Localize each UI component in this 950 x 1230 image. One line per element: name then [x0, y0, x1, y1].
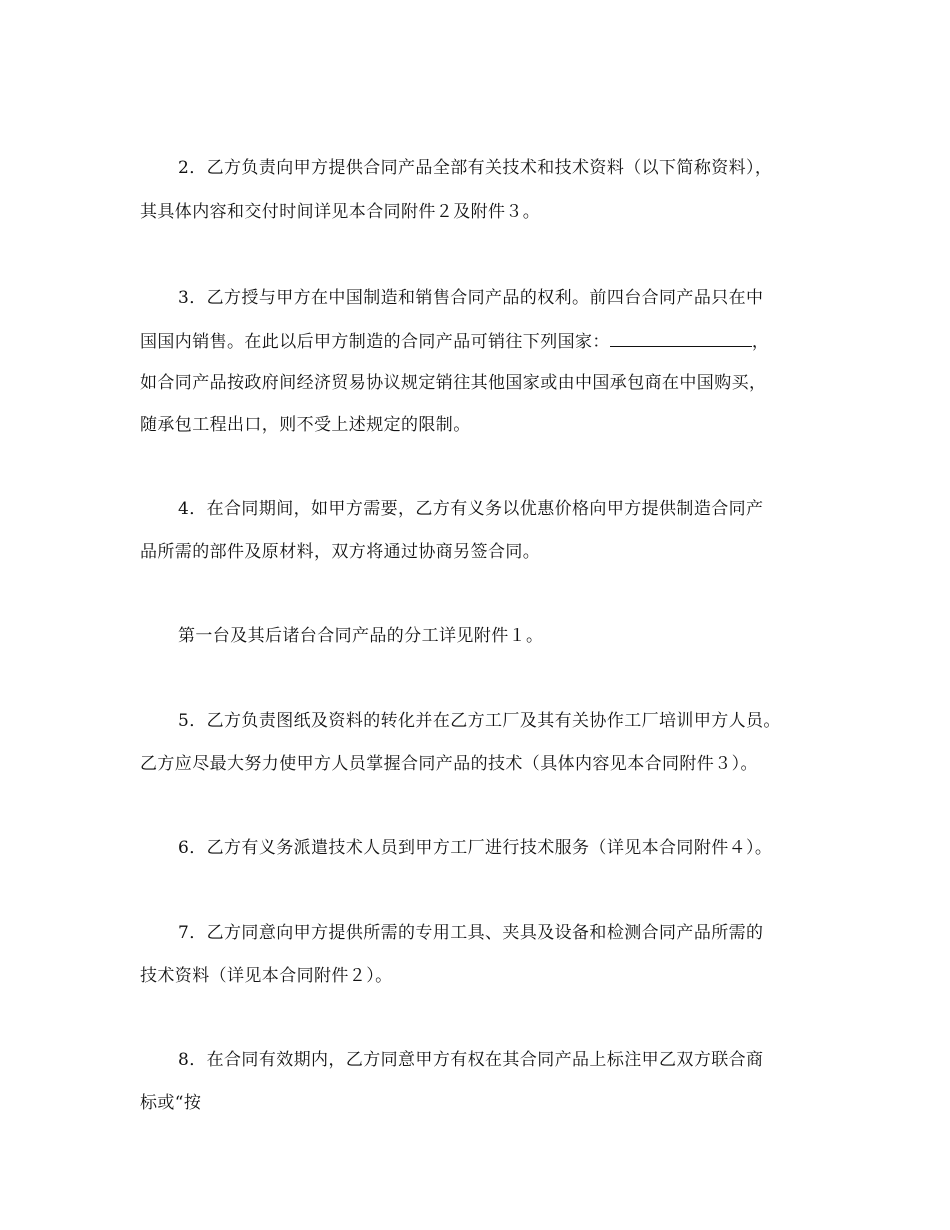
clause-8-line-1: 8．在合同有效期内，乙方同意甲方有权在其合同产品上标注甲乙双方联合商	[178, 1050, 764, 1070]
clause-2-line-1: 2．乙方负责向甲方提供合同产品全部有关技术和技术资料（以下简称资料），	[178, 158, 773, 178]
clause-3-line-2-text: 国国内销售。在此以后甲方制造的合同产品可销往下列国家：	[140, 332, 610, 352]
clause-3-line-2	[140, 328, 769, 354]
clause-4-line-2: 品所需的部件及原材料，双方将通过协商另签合同。	[140, 542, 541, 562]
clause-5-line-1: 5．乙方负责图纸及资料的转化并在乙方工厂及其有关协作工厂培训甲方人员。	[178, 711, 781, 731]
clause-7-line-2: 技术资料（详见本合同附件２）。	[140, 966, 393, 986]
clause-7-line-1: 7．乙方同意向甲方提供所需的专用工具、夹具及设备和检测合同产品所需的	[178, 923, 764, 943]
clause-3-line-1: 3．乙方授与甲方在中国制造和销售合同产品的权利。前四台合同产品只在中	[178, 288, 764, 308]
clause-5-line-2: 乙方应尽最大努力使甲方人员掌握合同产品的技术（具体内容见本合同附件３）。	[140, 754, 758, 774]
clause-3-line-3: 如合同产品按政府间经济贸易协议规定销往其他国家或由中国承包商在中国购买，	[140, 373, 767, 393]
clause-6-line-1: 6．乙方有义务派遣技术人员到甲方工厂进行技术服务（详见本合同附件４）。	[178, 838, 773, 858]
clause-8-line-2: 标或“按	[140, 1093, 202, 1113]
clause-3-line-2-comma: ，	[751, 332, 770, 352]
country-fill-in-blank	[610, 328, 752, 347]
clause-3-line-4: 随承包工程出口，则不受上述规定的限制。	[140, 415, 471, 435]
division-note: 第一台及其后诸台合同产品的分工详见附件１。	[178, 626, 544, 646]
clause-2-line-2: 其具体内容和交付时间详见本合同附件２及附件３。	[140, 202, 541, 222]
clause-4-line-1: 4．在合同期间，如甲方需要，乙方有义务以优惠价格向甲方提供制造合同产	[178, 499, 764, 519]
